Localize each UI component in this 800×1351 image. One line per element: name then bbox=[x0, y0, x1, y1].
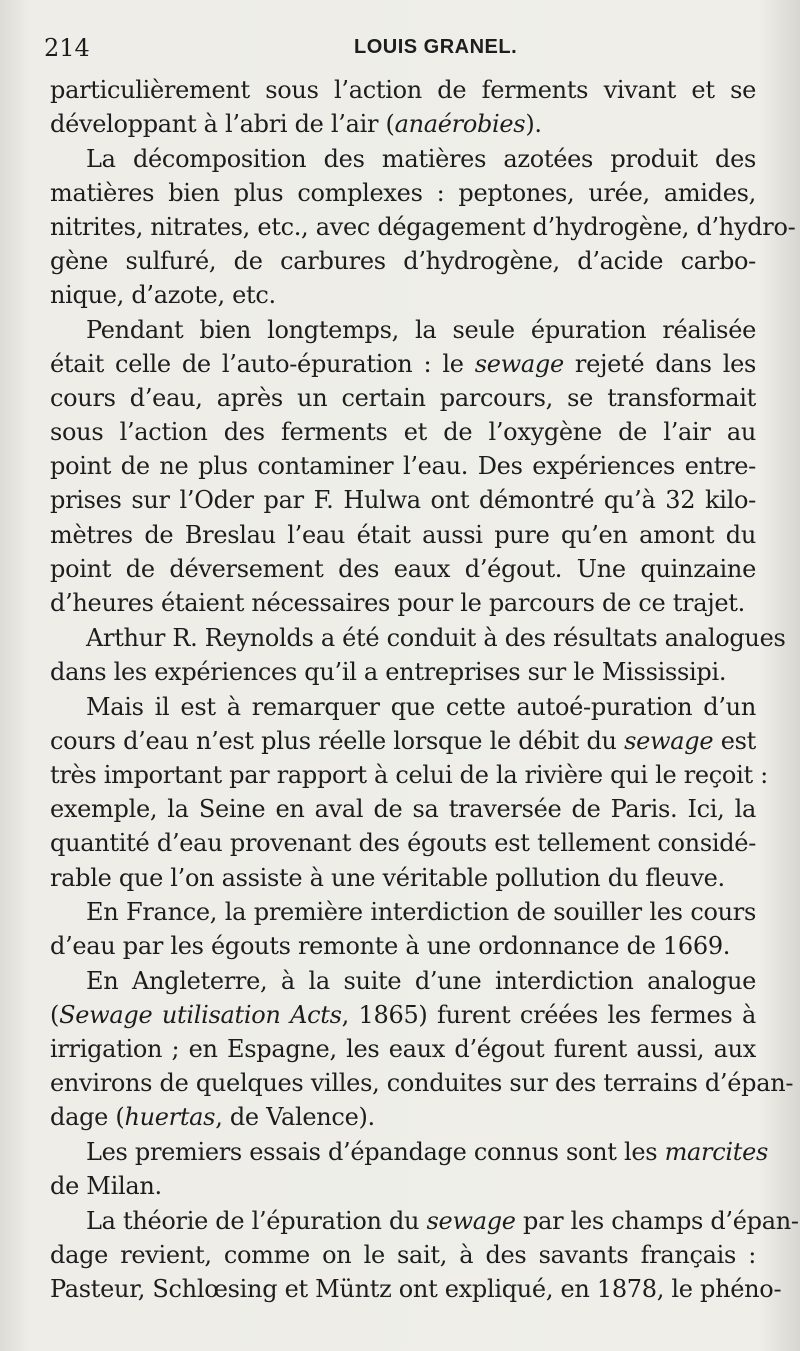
text-line: d’heures étaient nécessaires pour le parcours de ce trajet. bbox=[50, 589, 745, 617]
italic-term: sewage bbox=[474, 350, 564, 378]
italic-term: sewage bbox=[624, 727, 714, 755]
text-line: dage (huertas, de Valence). bbox=[50, 1103, 375, 1131]
text-line: point de déversement des eaux d’égout. Une quinzaine bbox=[50, 555, 756, 583]
text-line: En France, la première interdiction de souiller les cours bbox=[86, 898, 756, 926]
text-line: très important par rapport à celui de la rivière qui le reçoit : bbox=[50, 761, 768, 789]
text-line: En Angleterre, à la suite d’une interdiction analogue bbox=[86, 967, 756, 995]
text-line: dans les expériences qu’il a entreprises sur le Mississipi. bbox=[50, 658, 727, 686]
text-line: point de ne plus contaminer l’eau. Des expériences entre- bbox=[50, 452, 756, 480]
text-line: irrigation ; en Espagne, les eaux d’égout furent aussi, aux bbox=[50, 1035, 756, 1063]
text-line: particulièrement sous l’action de ferments vivant et se bbox=[50, 76, 756, 104]
text-line: d’eau par les égouts remonte à une ordonnance de 1669. bbox=[50, 932, 731, 960]
italic-term: huertas bbox=[124, 1103, 216, 1131]
text-line: Pendant bien longtemps, la seule épuration réalisée bbox=[86, 316, 756, 344]
text-line: nitrites, nitrates, etc., avec dégagement d’hydrogène, d’hydro- bbox=[50, 213, 796, 241]
text-line: cours d’eau, après un certain parcours, se transformait bbox=[50, 384, 756, 412]
text-line: matières bien plus complexes : peptones, urée, amides, bbox=[50, 179, 756, 207]
text-line: nique, d’azote, etc. bbox=[50, 281, 276, 309]
text-line: rable que l’on assiste à une véritable pollution du fleuve. bbox=[50, 864, 725, 892]
text-line: exemple, la Seine en aval de sa traversée de Paris. Ici, la bbox=[50, 795, 756, 823]
text-line: prises sur l’Oder par F. Hulwa ont démontré qu’à 32 kilo- bbox=[50, 486, 756, 514]
italic-term: sewage bbox=[426, 1207, 516, 1235]
text-line: environs de quelques villes, conduites sur des terrains d’épan- bbox=[50, 1069, 794, 1097]
text-line: quantité d’eau provenant des égouts est tellement considé- bbox=[50, 829, 756, 857]
text-line: cours d’eau n’est plus réelle lorsque le débit du sewage est bbox=[50, 727, 756, 755]
text-line: La théorie de l’épuration du sewage par les champs d’épan- bbox=[86, 1207, 799, 1235]
text-line: Arthur R. Reynolds a été conduit à des résultats analogues bbox=[86, 624, 786, 652]
italic-term: marcites bbox=[664, 1138, 768, 1166]
text-line: dage revient, comme on le sait, à des savants français : bbox=[50, 1241, 756, 1269]
text-line: La décomposition des matières azotées produit des bbox=[86, 145, 756, 173]
italic-term: Sewage utilisation Acts bbox=[59, 1001, 342, 1029]
text-line: gène sulfuré, de carbures d’hydrogène, d’acide carbo- bbox=[50, 247, 756, 275]
text-line: mètres de Breslau l’eau était aussi pure qu’en amont du bbox=[50, 521, 756, 549]
text-line: était celle de l’auto-épuration : le sewage rejeté dans les bbox=[50, 350, 756, 378]
page-number: 214 bbox=[44, 34, 90, 62]
text-line: (Sewage utilisation Acts, 1865) furent créées les fermes à bbox=[50, 1001, 756, 1029]
text-line: Pasteur, Schlœsing et Müntz ont expliqué, en 1878, le phéno- bbox=[50, 1275, 782, 1303]
text-line: Mais il est à remarquer que cette autoé-puration d’un bbox=[86, 693, 756, 721]
text-line: Les premiers essais d’épandage connus sont les marcites bbox=[86, 1138, 768, 1166]
text-line: de Milan. bbox=[50, 1172, 162, 1200]
italic-term: anaérobies bbox=[394, 110, 526, 138]
text-line: sous l’action des ferments et de l’oxygène de l’air au bbox=[50, 418, 756, 446]
running-head: LOUIS GRANEL. bbox=[354, 36, 518, 58]
text-line: développant à l’abri de l’air (anaérobies). bbox=[50, 110, 542, 138]
